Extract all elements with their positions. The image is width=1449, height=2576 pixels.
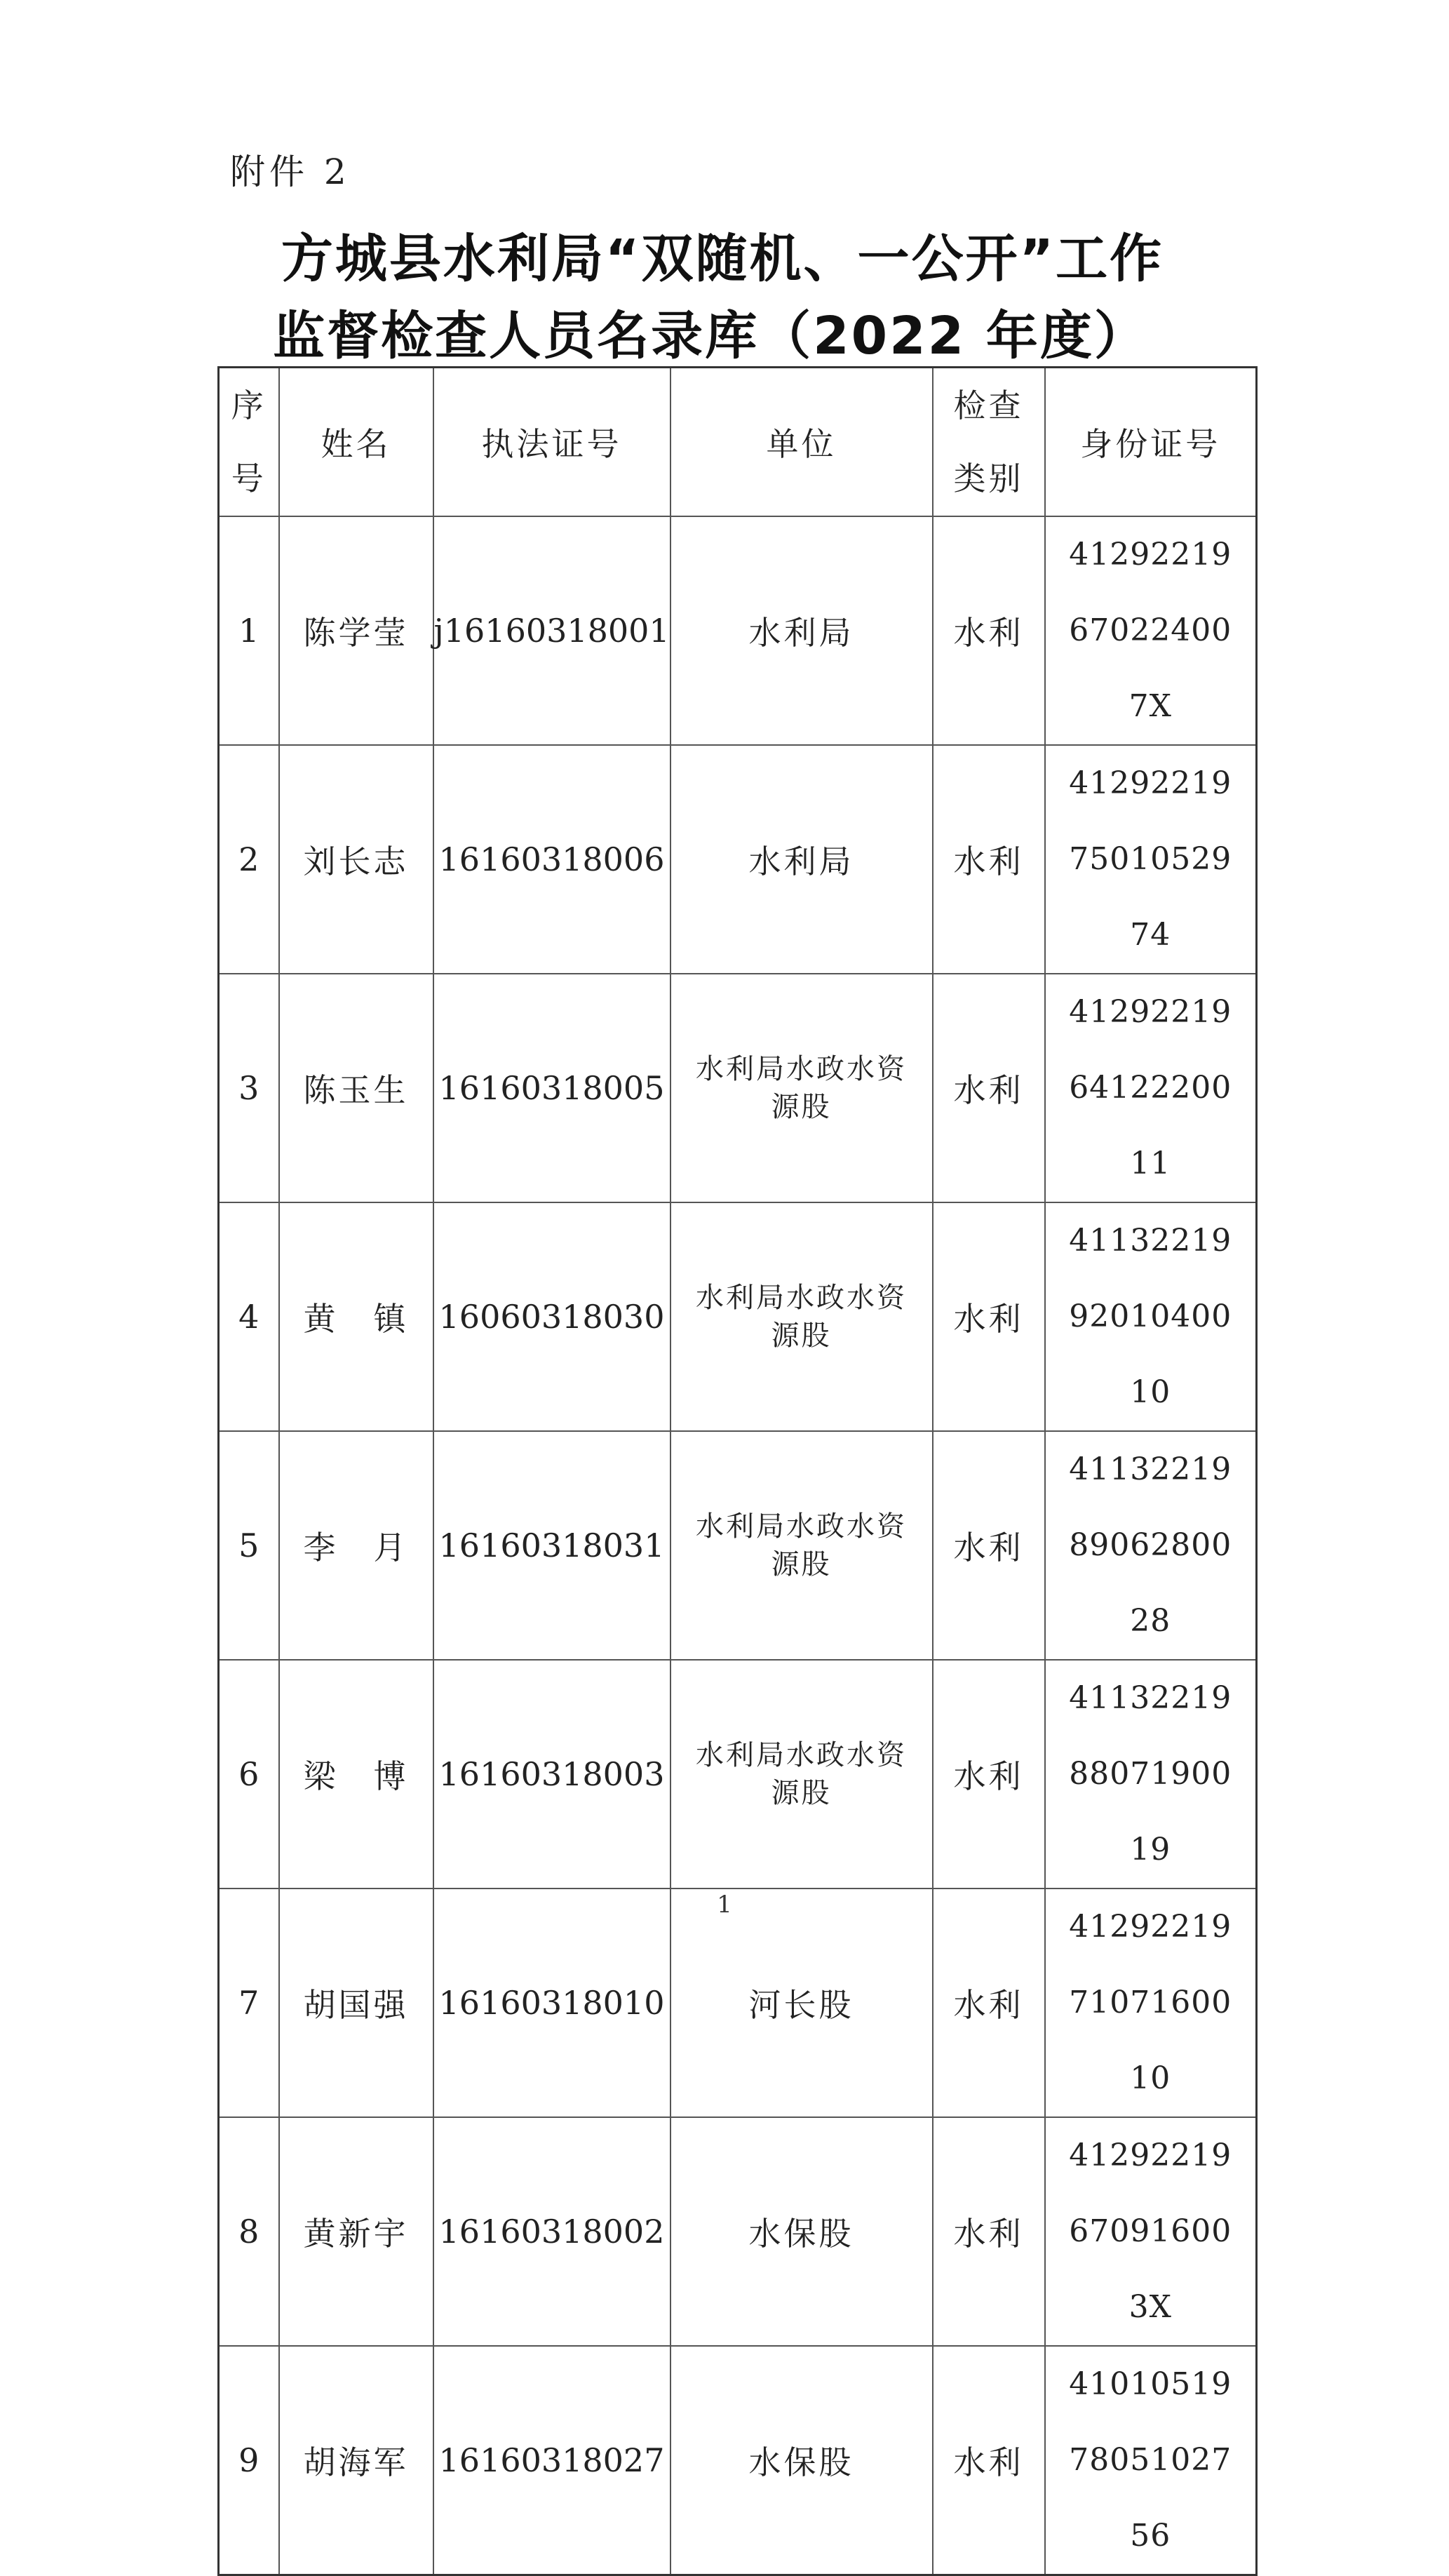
cell-index: 7 xyxy=(219,1889,279,2117)
cell-id-no: 411322198807190019 xyxy=(1045,1660,1257,1889)
cell-unit: 河长股 xyxy=(670,1889,933,2117)
cell-index: 1 xyxy=(219,516,279,745)
cell-category: 水利 xyxy=(933,1202,1045,1431)
header-unit: 单位 xyxy=(670,368,933,517)
cell-unit: 水利局水政水资源股 xyxy=(670,1202,933,1431)
header-index: 序号 xyxy=(219,368,279,517)
table-row xyxy=(219,2117,1257,2346)
header-category: 检查类别 xyxy=(933,368,1045,517)
cell-id-no: 410105197805102756 xyxy=(1045,2346,1257,2575)
cell-category: 水利 xyxy=(933,974,1045,1202)
cell-id-no: 41292219670916003X xyxy=(1045,2117,1257,2346)
inspector-roster-table xyxy=(217,366,1258,2576)
cell-index: 2 xyxy=(219,745,279,974)
cell-unit: 水利局水政水资源股 xyxy=(670,1431,933,1660)
cell-unit: 水利局水政水资源股 xyxy=(670,974,933,1202)
cell-id-no: 412922197501052974 xyxy=(1045,745,1257,974)
cell-cert-no: 16160318006 xyxy=(433,745,670,974)
cell-index: 4 xyxy=(219,1202,279,1431)
cell-unit: 水保股 xyxy=(670,2117,933,2346)
attachment-label: 附件 2 xyxy=(230,152,351,192)
cell-category: 水利 xyxy=(933,1431,1045,1660)
cell-unit: 水保股 xyxy=(670,2346,933,2575)
cell-index: 3 xyxy=(219,974,279,1202)
table-row xyxy=(219,516,1257,745)
cell-name: 胡海军 xyxy=(279,2346,433,2575)
cell-name: 刘长志 xyxy=(279,745,433,974)
cell-name: 黄新宇 xyxy=(279,2117,433,2346)
cell-category: 水利 xyxy=(933,1660,1045,1889)
cell-name: 胡国强 xyxy=(279,1889,433,2117)
cell-category: 水利 xyxy=(933,1889,1045,2117)
table-row xyxy=(219,745,1257,974)
cell-category: 水利 xyxy=(933,2117,1045,2346)
cell-index: 6 xyxy=(219,1660,279,1889)
cell-name: 李 月 xyxy=(279,1431,433,1660)
cell-index: 9 xyxy=(219,2346,279,2575)
cell-index: 5 xyxy=(219,1431,279,1660)
table-header-row xyxy=(219,368,1257,517)
cell-unit: 水利局 xyxy=(670,516,933,745)
cell-category: 水利 xyxy=(933,745,1045,974)
cell-cert-no: 16160318003 xyxy=(433,1660,670,1889)
cell-cert-no: j16160318001 xyxy=(433,516,670,745)
cell-name: 梁 博 xyxy=(279,1660,433,1889)
cell-cert-no: 16160318002 xyxy=(433,2117,670,2346)
cell-id-no: 412922196412220011 xyxy=(1045,974,1257,1202)
cell-cert-no: 16060318030 xyxy=(433,1202,670,1431)
cell-id-no: 411322198906280028 xyxy=(1045,1431,1257,1660)
cell-cert-no: 16160318010 xyxy=(433,1889,670,2117)
cell-category: 水利 xyxy=(933,2346,1045,2575)
cell-name: 陈玉生 xyxy=(279,974,433,1202)
table-row xyxy=(219,974,1257,1202)
header-id-no: 身份证号 xyxy=(1045,368,1257,517)
table-row xyxy=(219,1660,1257,1889)
cell-cert-no: 16160318027 xyxy=(433,2346,670,2575)
table-row xyxy=(219,1889,1257,2117)
cell-cert-no: 16160318031 xyxy=(433,1431,670,1660)
document-title-line-1: 方城县水利局“双随机、一公开”工作 xyxy=(281,229,1164,289)
header-cert-no: 执法证号 xyxy=(433,368,670,517)
cell-id-no: 412922197107160010 xyxy=(1045,1889,1257,2117)
cell-id-no: 41292219670224007X xyxy=(1045,516,1257,745)
cell-name: 黄 镇 xyxy=(279,1202,433,1431)
cell-category: 水利 xyxy=(933,516,1045,745)
header-name: 姓名 xyxy=(279,368,433,517)
table-row xyxy=(219,2346,1257,2575)
document-title-line-2: 监督检查人员名录库（2022 年度） xyxy=(273,306,1148,366)
cell-name: 陈学莹 xyxy=(279,516,433,745)
table-row xyxy=(219,1431,1257,1660)
cell-unit: 水利局水政水资源股 xyxy=(670,1660,933,1889)
table-row xyxy=(219,1202,1257,1431)
cell-cert-no: 16160318005 xyxy=(433,974,670,1202)
cell-index: 8 xyxy=(219,2117,279,2346)
cell-id-no: 411322199201040010 xyxy=(1045,1202,1257,1431)
page-number: 1 xyxy=(717,1891,732,1919)
cell-unit: 水利局 xyxy=(670,745,933,974)
